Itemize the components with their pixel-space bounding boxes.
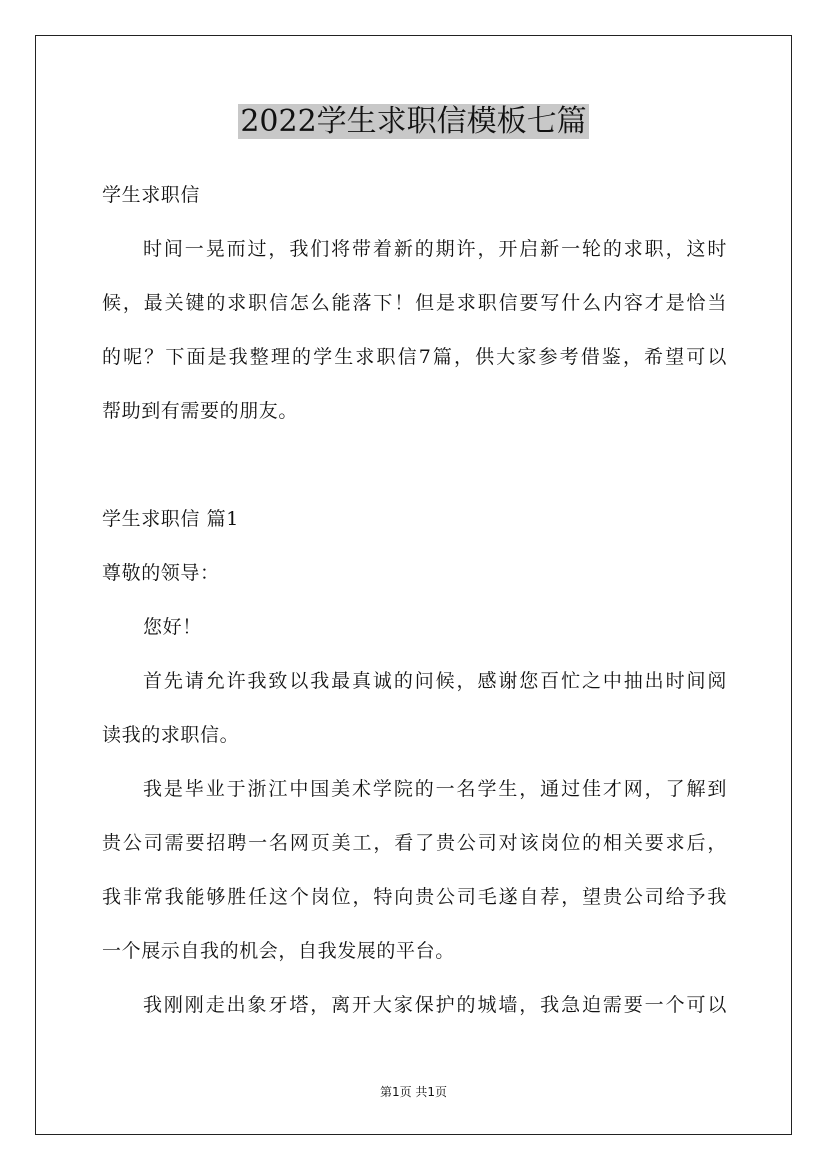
paragraph-line: 我是毕业于浙江中国美术学院的一名学生，通过佳才网，了解到 <box>143 778 727 800</box>
greeting: 您好！ <box>143 616 202 638</box>
paragraph-line: 读我的求职信。 <box>102 724 240 746</box>
paragraph-line: 首先请允许我致以我最真诚的问候，感谢您百忙之中抽出时间阅 <box>143 670 727 692</box>
document-title-text: 2022学生求职信模板七篇 <box>240 104 587 139</box>
document-title <box>0 100 827 144</box>
paragraph-line: 候，最关键的求职信怎么能落下！但是求职信要写什么内容才是恰当 <box>102 292 727 314</box>
page-footer: 第1页 共1页 <box>379 1085 448 1099</box>
paragraph-line: 时间一晃而过，我们将带着新的期许，开启新一轮的求职，这时 <box>143 238 727 260</box>
document-body <box>102 168 727 1032</box>
section-heading: 学生求职信 <box>102 184 201 206</box>
salutation: 尊敬的领导： <box>102 562 220 584</box>
paragraph-line: 我刚刚走出象牙塔，离开大家保护的城墙，我急迫需要一个可以 <box>143 994 727 1016</box>
paragraph-line: 一个展示自我的机会，自我发展的平台。 <box>102 940 455 962</box>
paragraph-line: 贵公司需要招聘一名网页美工，看了贵公司对该岗位的相关要求后， <box>102 832 727 854</box>
blank-line <box>102 438 727 492</box>
paragraph-line: 的呢？下面是我整理的学生求职信7篇，供大家参考借鉴，希望可以 <box>102 346 727 368</box>
paragraph-line: 帮助到有需要的朋友。 <box>102 400 299 422</box>
paragraph-line: 我非常我能够胜任这个岗位，特向贵公司毛遂自荐，望贵公司给予我 <box>102 886 727 908</box>
section-heading: 学生求职信 篇1 <box>102 508 239 530</box>
